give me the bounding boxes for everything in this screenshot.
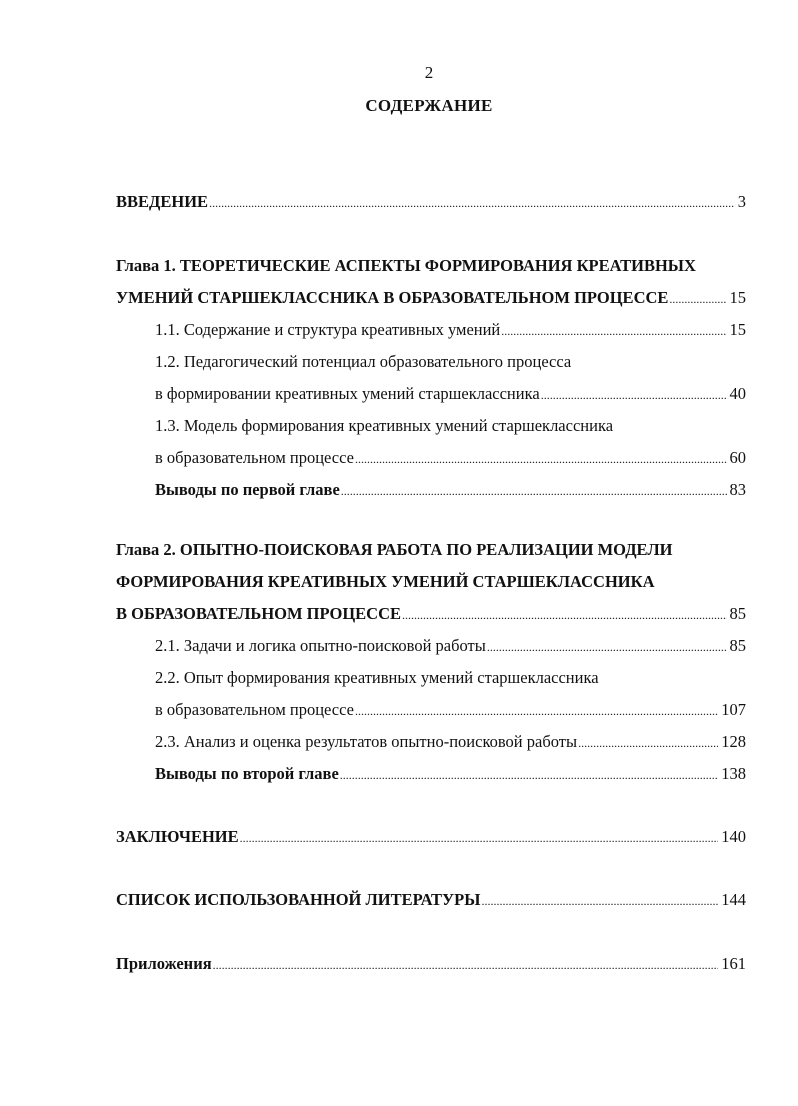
dot-leader (669, 286, 726, 311)
dot-leader (213, 952, 719, 977)
page-number: 2 (424, 63, 434, 82)
dot-leader (209, 190, 735, 215)
dot-leader (340, 762, 718, 787)
toc-entry-label: Выводы по первой главе (155, 480, 340, 499)
toc-entry-chapter1 (116, 286, 746, 310)
toc-entry-page: 15 (729, 320, 746, 339)
toc-entry-conclusion (116, 825, 746, 849)
chapter2-heading-line1: Глава 2. ОПЫТНО-ПОИСКОВАЯ РАБОТА ПО РЕАЛИЗАЦИИ МОДЕЛИ (116, 540, 673, 559)
toc-entry-label: 2.3. Анализ и оценка результатов опытно-поисковой работы (155, 732, 578, 751)
toc-entry-chapter1-conclusions (155, 478, 746, 502)
toc-entry-label: 2.1. Задачи и логика опытно-поисковой работы (155, 636, 486, 655)
toc-entry-label: ЗАКЛЮЧЕНИЕ (116, 827, 239, 846)
toc-entry-label: в формировании креативных умений старшеклассника (155, 384, 540, 403)
toc-entry-label: УМЕНИЙ СТАРШЕКЛАССНИКА В ОБРАЗОВАТЕЛЬНОМ ПРОЦЕССЕ (116, 288, 669, 307)
toc-entry-page: 128 (721, 732, 746, 751)
toc-entry-label: Выводы по второй главе (155, 764, 339, 783)
section-2-2-line1: 2.2. Опыт формирования креативных умений старшеклассника (155, 668, 599, 687)
toc-entry-page: 85 (729, 636, 746, 655)
toc-entry-chapter2 (116, 602, 746, 626)
toc-entry-label: В ОБРАЗОВАТЕЛЬНОМ ПРОЦЕССЕ (116, 604, 402, 623)
toc-entry-page: 3 (737, 192, 746, 211)
toc-entry-page: 60 (729, 448, 746, 467)
page-title: СОДЕРЖАНИЕ (365, 96, 493, 115)
dot-leader (481, 888, 718, 913)
chapter2-heading-line2: ФОРМИРОВАНИЯ КРЕАТИВНЫХ УМЕНИЙ СТАРШЕКЛАССНИКА (116, 572, 655, 591)
toc-entry-page: 107 (721, 700, 746, 719)
toc-entry-label: 1.1. Содержание и структура креативных умений (155, 320, 501, 339)
toc-entry-page: 15 (729, 288, 746, 307)
dot-leader (541, 382, 727, 407)
section-1-3-line1: 1.3. Модель формирования креативных умений старшеклассника (155, 416, 614, 435)
toc-entry-chapter2-conclusions (155, 762, 746, 786)
toc-entry-section-1-3 (155, 446, 746, 470)
dot-leader (578, 730, 718, 755)
toc-entry-section-1-2 (155, 382, 746, 406)
toc-entry-label: в образовательном процессе (155, 700, 354, 719)
toc-entry-section-2-2 (155, 698, 746, 722)
section-1-2-line1: 1.2. Педагогический потенциал образовательного процесса (155, 352, 572, 371)
toc-entry-page: 140 (721, 827, 746, 846)
toc-entry-label: ВВЕДЕНИЕ (116, 192, 209, 211)
toc-entry-page: 40 (729, 384, 746, 403)
toc-entry-references (116, 888, 746, 912)
toc-entry-section-2-1 (155, 634, 746, 658)
dot-leader (355, 698, 718, 723)
dot-leader (341, 478, 727, 503)
toc-entry-page: 144 (721, 890, 746, 909)
toc-entry-section-1-1 (155, 318, 746, 342)
toc-entry-page: 85 (729, 604, 746, 623)
dot-leader (501, 318, 726, 343)
toc-entry-page: 83 (729, 480, 746, 499)
toc-entry-appendices (116, 952, 746, 976)
dot-leader (240, 825, 719, 850)
toc-entry-page: 138 (721, 764, 746, 783)
toc-entry-introduction (116, 190, 746, 214)
toc-entry-section-2-3 (155, 730, 746, 754)
dot-leader (355, 446, 727, 471)
toc-entry-label: в образовательном процессе (155, 448, 354, 467)
toc-entry-label: Приложения (116, 954, 212, 973)
dot-leader (402, 602, 726, 627)
toc-entry-page: 161 (721, 954, 746, 973)
dot-leader (487, 634, 727, 659)
toc-entry-label: СПИСОК ИСПОЛЬЗОВАННОЙ ЛИТЕРАТУРЫ (116, 890, 481, 909)
chapter1-heading-line1: Глава 1. ТЕОРЕТИЧЕСКИЕ АСПЕКТЫ ФОРМИРОВАНИЯ КРЕАТИВНЫХ (116, 256, 696, 275)
